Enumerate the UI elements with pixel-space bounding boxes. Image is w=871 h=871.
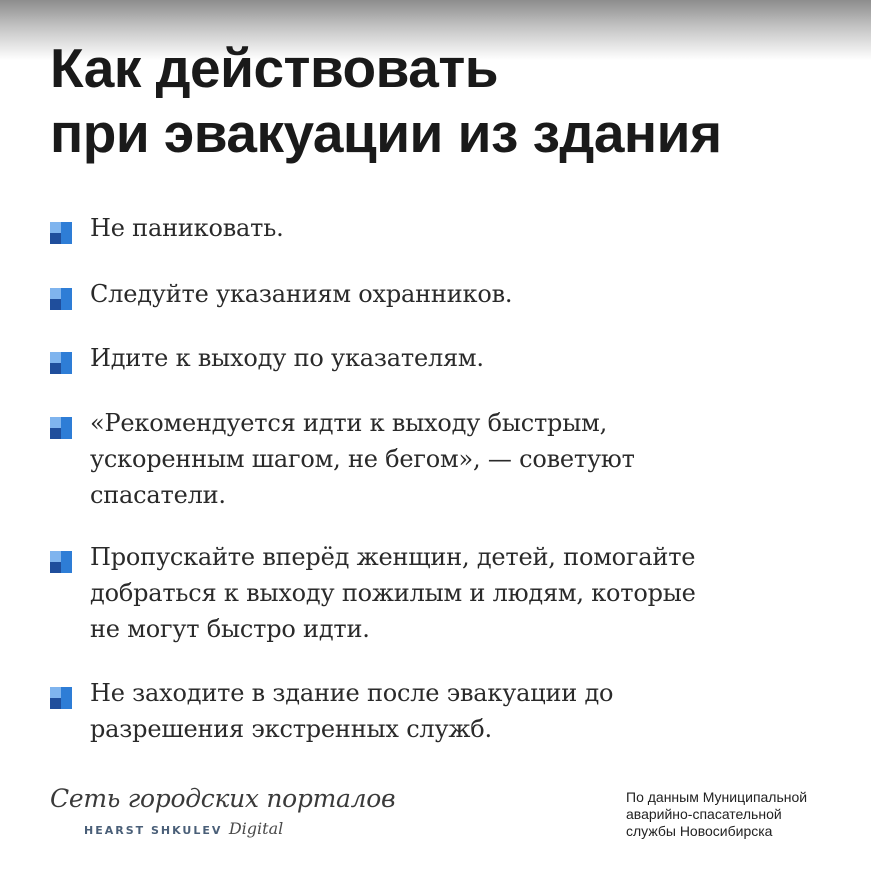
source-line-1: По данным Муниципальной bbox=[626, 789, 808, 805]
logo-subline bbox=[84, 820, 283, 840]
publisher-logo bbox=[50, 782, 396, 852]
logo-brand: HEARST SHKULEV bbox=[84, 824, 223, 837]
blue-square-bullet-icon bbox=[50, 551, 72, 573]
source-line-3: службы Новосибирска bbox=[626, 823, 773, 839]
source-note bbox=[626, 789, 856, 840]
page-title-line-2: при эвакуации из здания bbox=[50, 102, 722, 164]
list-item-text: Не заходите в здание после эвакуации до разрешения экстренных служб. bbox=[90, 679, 614, 743]
blue-square-bullet-icon bbox=[50, 417, 72, 439]
blue-square-bullet-icon bbox=[50, 222, 72, 244]
source-line-2: аварийно-спасательной bbox=[626, 806, 782, 822]
list-item-text: «Рекомендуется идти к выходу быстрым, ускоренным шагом, не бегом», — советуют спасатели. bbox=[90, 409, 635, 509]
list-item-text: Пропускайте вперёд женщин, детей, помогайте добраться к выходу пожилым и людям, которые не могут быстро идти. bbox=[90, 543, 696, 643]
blue-square-bullet-icon bbox=[50, 352, 72, 374]
list-item-text: Не паниковать. bbox=[90, 214, 284, 242]
blue-square-bullet-icon bbox=[50, 288, 72, 310]
list-item-text: Идите к выходу по указателям. bbox=[90, 344, 484, 372]
list-item-text: Следуйте указаниям охранников. bbox=[90, 280, 513, 308]
page-title-line-1: Как действовать bbox=[50, 37, 499, 99]
logo-wordmark: Сеть городских порталов bbox=[50, 784, 396, 813]
logo-digital: Digital bbox=[228, 819, 284, 838]
blue-square-bullet-icon bbox=[50, 687, 72, 709]
